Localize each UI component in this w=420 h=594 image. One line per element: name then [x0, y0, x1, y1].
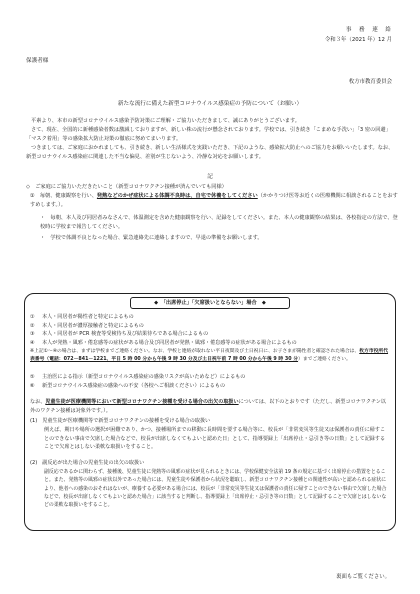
vaccination-note-lead: なお、 — [30, 399, 46, 405]
addressee: 保護者様 — [26, 58, 49, 64]
ki-heading: 記 — [207, 174, 213, 180]
item-1 — [30, 192, 398, 210]
subsection-2-heading: (2) 副反応が出た場合の児童生徒の出欠の取扱い — [30, 460, 145, 466]
list-item-number: ⑤ — [30, 374, 35, 380]
contact-note-lead: ※上記①～④の場合は、まずは学校までご連絡ください。なお、学校と連絡が取れない平日夜間及び土日祝日に、お子さまが陽性者と確認された場合は、 — [30, 349, 360, 354]
issue-date: 令和３年（2021 年）12 月 — [324, 37, 392, 43]
item-1-lead: ① 毎朝、健康観察を行い、 — [30, 193, 97, 199]
list-item-number: ⑥ — [30, 382, 35, 389]
list-item — [30, 339, 390, 348]
list-item — [30, 382, 390, 391]
item-1-tail: （かかりつけ医等お近くの医療機関に相談されることをおすすめします。）。 — [30, 193, 398, 208]
contact-note — [30, 348, 390, 364]
list-item-text: 本人・同居者が PCR 検査等受検待ち及び結果待ちである場合によるもの — [42, 331, 209, 338]
list-item — [30, 313, 390, 322]
reference-label: 事 務 連 絡 — [345, 27, 392, 33]
contact-phone: 枚方市役所代表番号（電話：072－841－1221、平日 5 時 00 分から午後 9 時 30 分及び土日祝午前 7 時 00 分から午後 9 時 30 分 — [30, 349, 389, 363]
attendance-list — [30, 313, 390, 347]
item-1-emphasis: 発熱などのかぜ症状による体調不良時は、自宅で休養をしてください — [96, 193, 258, 199]
list-item-text: 新型コロナウイルス感染症の感染への不安（各校へご相談ください）によるもの — [42, 382, 226, 389]
subsection-1-body: 例えば、期日や場所の選択が困難であり、かつ、接種場所までの移動に長時間を要する場合等に、校長が「非常変災等生徒又は保護者の責任に帰すことのできない事由で欠席した場合などで、校長が出席しなくてもよいと認めた日」として、指導要録上「出席停止・忌引き等の日数」として記録することで欠席とはしない柔軟な取扱いをすること。 — [44, 427, 386, 451]
vaccination-note-tail: については、以下のとおりです（ただし、新型コロナワクチン以外のワクチン接種は対象外です。）。 — [30, 399, 386, 414]
list-item — [30, 322, 390, 331]
bullet-1: ・ 毎朝、本人及び同居者みなさんで、体温測定を含めた健康観察を行い、記録をしてください。また、本人の健康観察の結果は、各校指定の方法で、登校時に学校まで報告してください。 — [40, 215, 398, 230]
list-item — [30, 373, 390, 382]
list-item-number: ④ — [30, 339, 35, 346]
list-item-number: ③ — [30, 331, 35, 338]
list-item-number: ① — [30, 314, 35, 320]
list-item-text: 主治医による指示（新型コロナウイルス感染症の感染リスクが高いためなど）によるもの — [42, 374, 246, 380]
contact-note-tail: ）までご連絡ください。 — [298, 357, 351, 363]
vaccination-note-emphasis: 児童生徒が医療機関等において新型コロナワクチン接種を受ける場合の出欠の取扱い — [45, 399, 239, 405]
intro-paragraph-3: つきましては、ご家庭におかれましても、引き続き、新しい生活様式を実践いただき、下記のような、感染拡大防止へのご協力をお願いいたします。なお、新型コロナウイルス感染症に関連した不当な偏見、差別が生じないよう、冷静な対応をお願いします。 — [26, 145, 394, 160]
list-item-text: 本人が発熱・風邪・倦怠感等の症状がある場合及び同居者が発熱・風邪・倦怠感等の症状がある場合によるもの — [42, 339, 297, 346]
document-title: 新たな流行に備えた新型コロナウイルス感染症の予防について（お願い） — [117, 101, 303, 107]
footer-note: 裏面もご覧ください。 — [336, 574, 390, 580]
bullet-2: ・ 学校で体調不良となった場合、緊急連絡先に連絡しますので、早退の準備をお願いします。 — [40, 235, 263, 241]
list-item-text: 本人・同居者が濃厚接触者と特定によるもの — [42, 322, 144, 329]
section-heading-text: ご家庭にご協力いただきたいこと（新型コロナワクチン接種が済んでいても同様） — [35, 184, 227, 190]
subsection-1-heading: (1) 児童生徒が医療機関等で新型コロナワクチンの接種を受ける場合の取扱い — [30, 418, 211, 424]
section-heading-bullet: ◇ — [26, 184, 36, 190]
section-heading — [26, 183, 398, 192]
intro-paragraph-2: さて、現在、全国的に新種感染者数は激減しておりますが、新しい株の流行が懸念されております。学校では、引き続き「こまめな手洗い」「3 密の回避」「マスク着用」等の感染拡大防止対策の徹底に努めてまいります。 — [26, 127, 391, 142]
sender: 枚方市教育委員会 — [348, 79, 392, 85]
list-item — [30, 330, 390, 339]
list-item-number: ② — [30, 322, 35, 329]
subsection-2-body: 副反応であるかに関わらず、接種後、児童生徒に発熱等の風邪の症状が見られるときには、学校保健安全法第 19 条の規定に基づく出席停止の措置をとること。また、発熱等の風邪の症状以外であった場合には、児童生徒や保護者から状況を聴取し、新型コロナワクチン接種との関連性が高いと認められる症状により、他者への感染のおそれはないが、療養する必要がある場合には、校長が「非常変災等生徒又は保護者の責任に帰すことのできない事由で欠席した場合などで、校長が出席しなくてもよいと認めた場合」に該当すると判断し、指導要録上「出席停止・忌引き等の日数」として記録することで欠席とはしないなどの柔軟な取扱いをすること。 — [44, 469, 387, 509]
attendance-box-title: ◆ 「出席停止」「欠席扱いとならない」場合 ◆ — [130, 297, 290, 309]
vaccination-note — [30, 398, 390, 415]
intro-paragraph-1: 平素より、本市の新型コロナウイルス感染予防対策にご理解・ご協力いただきまして、誠にありがとうございます。 — [31, 118, 300, 124]
list-item-text: 本人・同居者が陽性者と特定によるもの — [42, 314, 134, 320]
attendance-list-2 — [30, 373, 390, 390]
